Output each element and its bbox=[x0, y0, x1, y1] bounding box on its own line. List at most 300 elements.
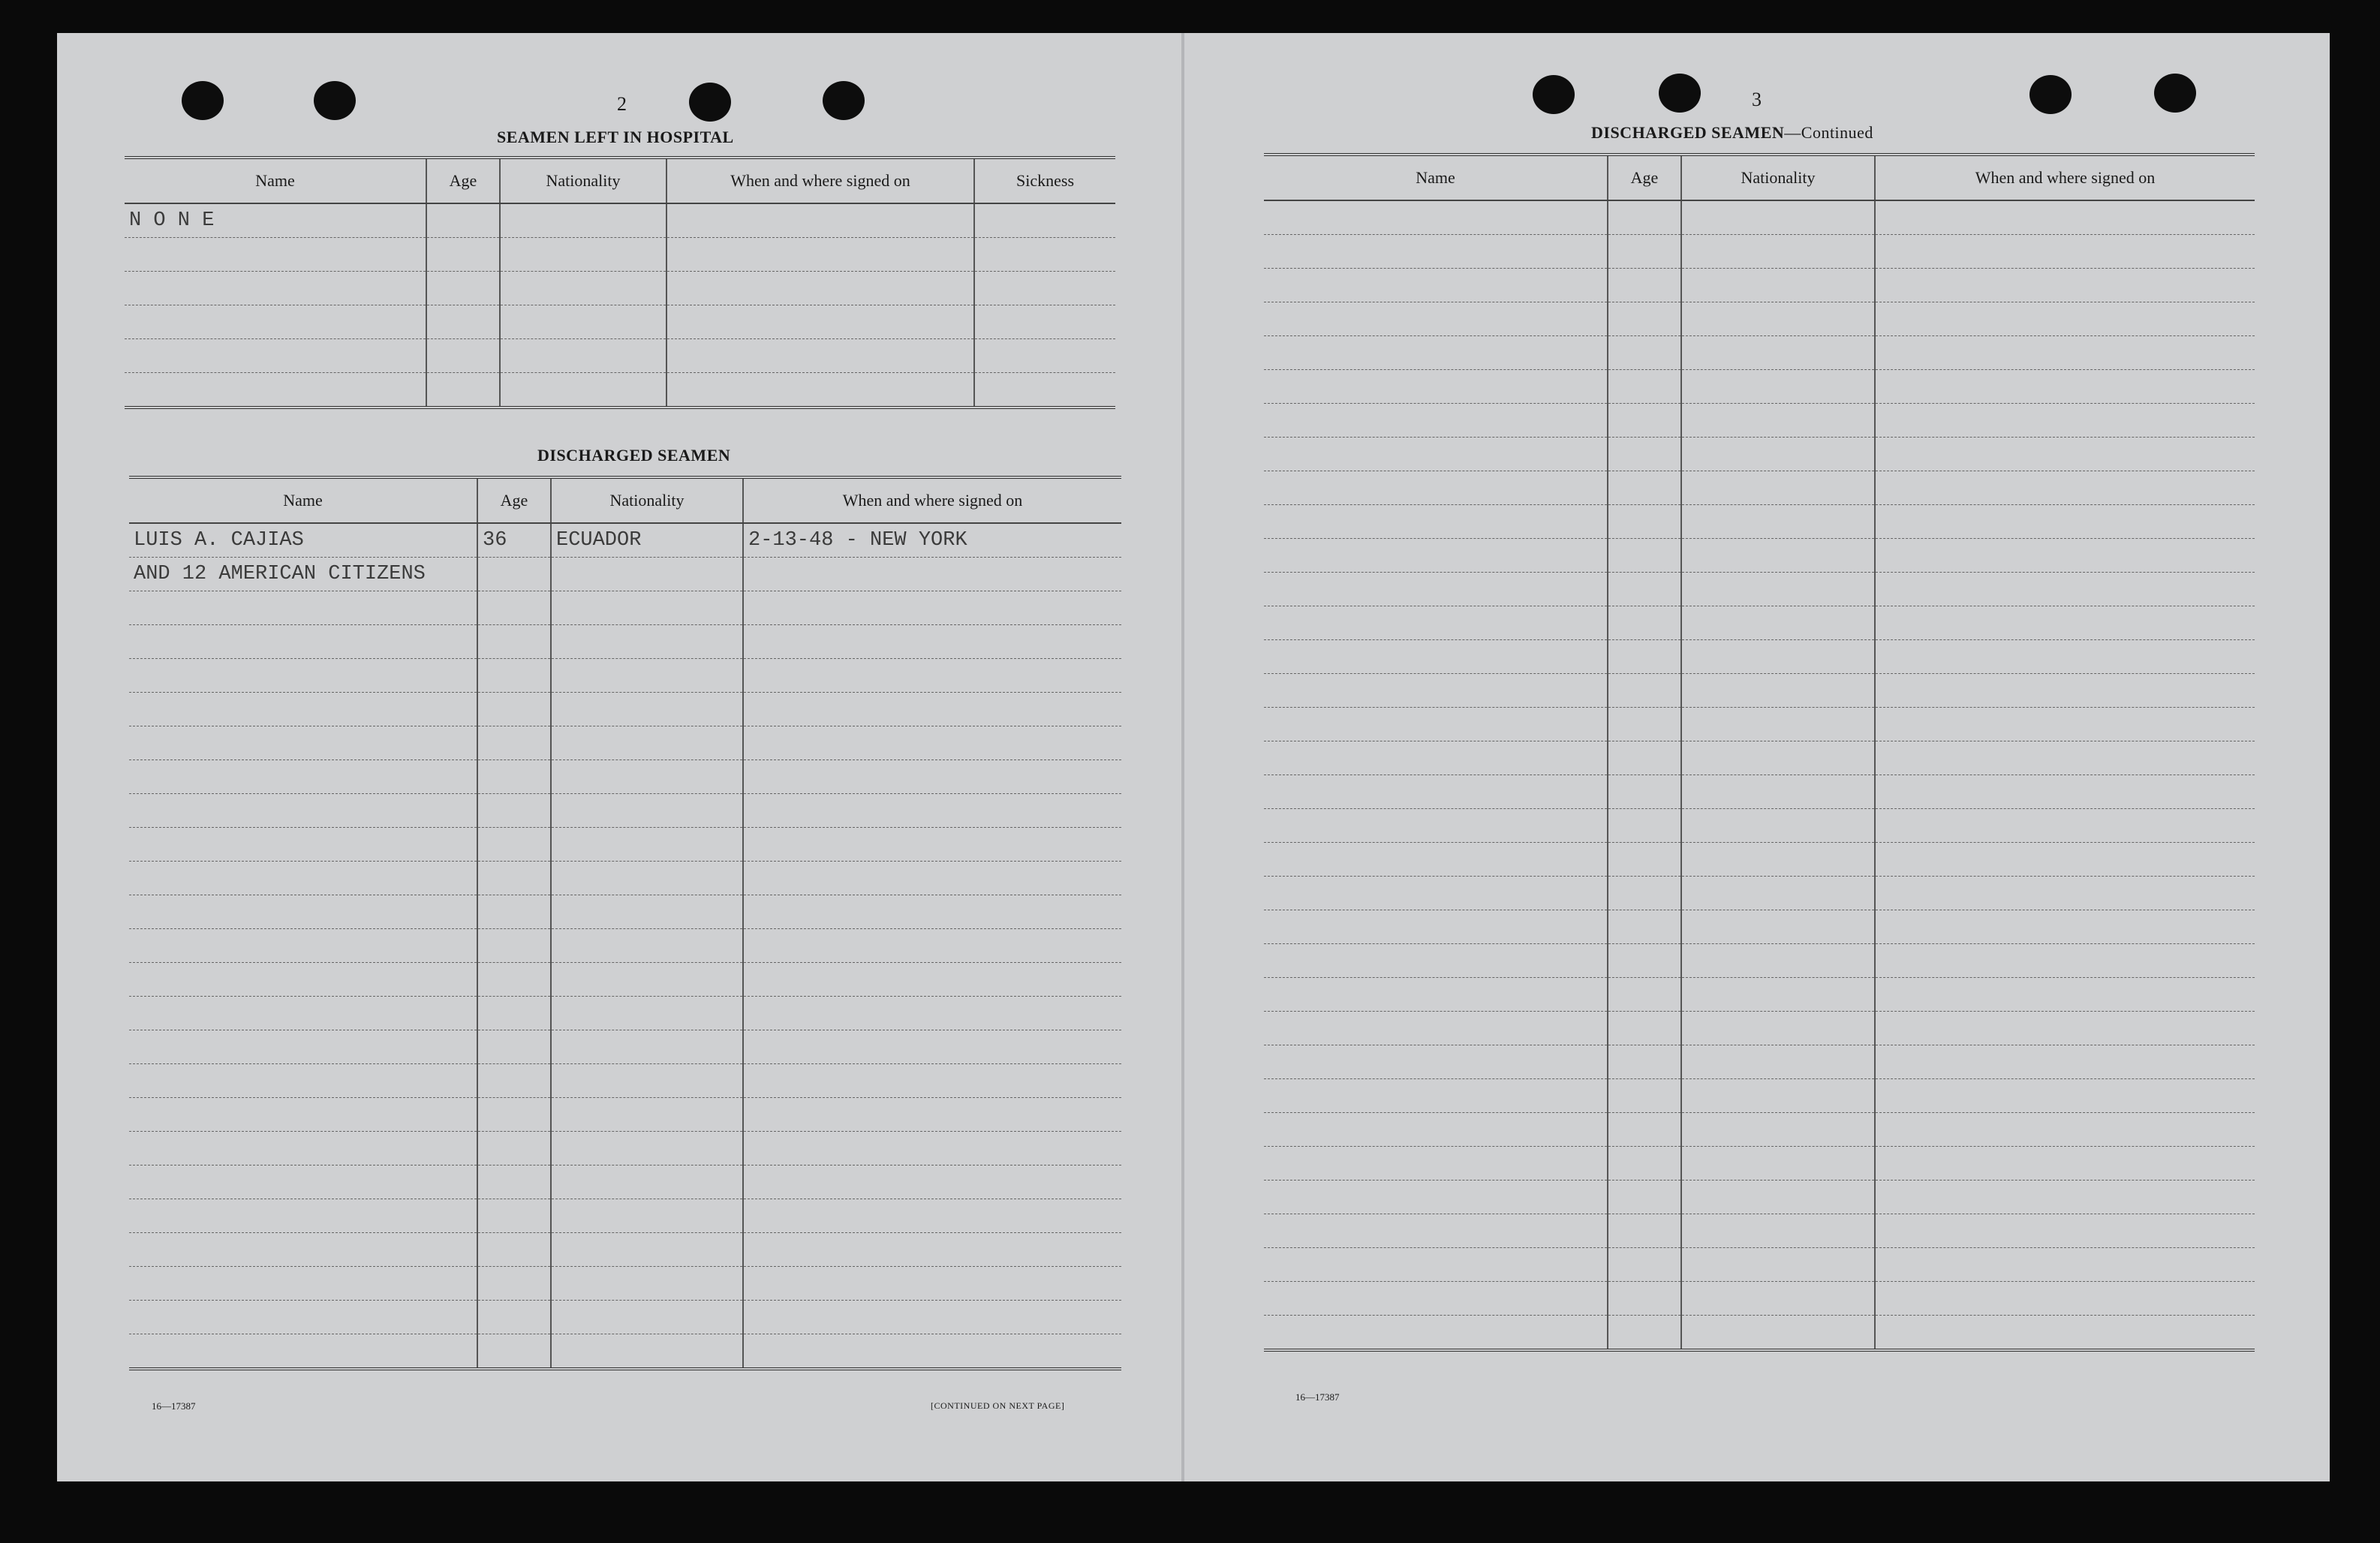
table-cell bbox=[426, 272, 500, 305]
table-cell bbox=[1681, 269, 1875, 302]
table-cell bbox=[1264, 674, 1608, 708]
table-cell bbox=[1875, 640, 2255, 674]
table-cell bbox=[1264, 1214, 1608, 1248]
table-cell bbox=[1875, 877, 2255, 910]
table-row bbox=[129, 862, 1121, 895]
table-cell: 2-13-48 - NEW YORK bbox=[743, 523, 1121, 558]
table-cell: ECUADOR bbox=[551, 523, 743, 558]
table-cell bbox=[125, 339, 426, 373]
table-cell bbox=[1264, 1079, 1608, 1113]
table-cell bbox=[1264, 775, 1608, 809]
table-cell bbox=[477, 625, 551, 659]
table-cell bbox=[551, 862, 743, 895]
table-cell bbox=[551, 1199, 743, 1233]
table-cell bbox=[743, 760, 1121, 794]
col-header-nationality: Nationality bbox=[500, 158, 666, 203]
table-cell bbox=[1264, 1248, 1608, 1282]
table-cell bbox=[974, 238, 1115, 272]
table-cell bbox=[1875, 1147, 2255, 1181]
table-cell bbox=[1681, 438, 1875, 471]
table-cell bbox=[129, 1166, 477, 1199]
page-fold bbox=[1181, 33, 1184, 1481]
table-cell bbox=[1264, 200, 1608, 235]
table-cell bbox=[1608, 370, 1681, 404]
table-cell bbox=[1681, 302, 1875, 336]
table-cell bbox=[1608, 978, 1681, 1012]
page-number: 3 bbox=[1752, 89, 1762, 110]
table-cell bbox=[551, 760, 743, 794]
col-header-age: Age bbox=[1608, 155, 1681, 200]
table-cell bbox=[666, 305, 974, 339]
table-cell bbox=[1875, 1045, 2255, 1079]
table-cell bbox=[1875, 200, 2255, 235]
table-cell bbox=[1681, 235, 1875, 269]
table-cell bbox=[1875, 944, 2255, 978]
table-cell bbox=[1264, 708, 1608, 741]
table-cell bbox=[129, 1098, 477, 1132]
table-cell bbox=[551, 1334, 743, 1370]
table-cell bbox=[1608, 438, 1681, 471]
table-cell bbox=[743, 1030, 1121, 1064]
table-cell bbox=[1264, 843, 1608, 877]
table-row bbox=[129, 895, 1121, 929]
table-cell bbox=[129, 1233, 477, 1267]
table-row bbox=[129, 558, 1121, 591]
table-cell bbox=[743, 1301, 1121, 1334]
table-cell bbox=[500, 238, 666, 272]
table-cell bbox=[1875, 235, 2255, 269]
table-cell bbox=[1875, 1248, 2255, 1282]
table-cell bbox=[1608, 269, 1681, 302]
table-cell bbox=[1875, 370, 2255, 404]
table-cell bbox=[551, 997, 743, 1030]
table-cell bbox=[1681, 505, 1875, 539]
table-cell bbox=[743, 1064, 1121, 1098]
table-cell bbox=[125, 238, 426, 272]
table-cell bbox=[1681, 1214, 1875, 1248]
table-cell bbox=[477, 591, 551, 625]
table-cell bbox=[743, 726, 1121, 760]
table-cell bbox=[1264, 978, 1608, 1012]
table-cell bbox=[426, 339, 500, 373]
table-cell bbox=[1681, 539, 1875, 573]
table-cell bbox=[125, 305, 426, 339]
table-cell bbox=[1608, 1012, 1681, 1045]
table-cell bbox=[1608, 708, 1681, 741]
table-cell bbox=[1608, 809, 1681, 843]
table-row bbox=[1264, 404, 2255, 438]
table-row bbox=[1264, 1012, 2255, 1045]
table-cell bbox=[426, 238, 500, 272]
table-row bbox=[129, 963, 1121, 997]
table-cell bbox=[1264, 370, 1608, 404]
table-cell bbox=[477, 997, 551, 1030]
table-row bbox=[1264, 1316, 2255, 1351]
table-cell bbox=[1875, 1214, 2255, 1248]
table-cell bbox=[1264, 505, 1608, 539]
table-row bbox=[1264, 370, 2255, 404]
table-cell bbox=[1875, 978, 2255, 1012]
table-cell bbox=[1681, 200, 1875, 235]
table-cell bbox=[500, 373, 666, 408]
table-cell bbox=[1681, 708, 1875, 741]
table-cell bbox=[1608, 1181, 1681, 1214]
table-row bbox=[129, 1334, 1121, 1370]
table-cell bbox=[1681, 1079, 1875, 1113]
table-cell bbox=[551, 591, 743, 625]
table-cell bbox=[129, 1064, 477, 1098]
table-row bbox=[129, 1064, 1121, 1098]
table-cell bbox=[1264, 1181, 1608, 1214]
table-cell: AND 12 AMERICAN CITIZENS bbox=[129, 558, 477, 591]
table-cell bbox=[1608, 539, 1681, 573]
col-header-signed-on: When and where signed on bbox=[743, 477, 1121, 523]
table-row bbox=[1264, 1147, 2255, 1181]
table-cell bbox=[1608, 1316, 1681, 1351]
table-cell bbox=[1875, 1113, 2255, 1147]
table-cell bbox=[1681, 843, 1875, 877]
table-row bbox=[125, 339, 1115, 373]
table-cell bbox=[1875, 539, 2255, 573]
table-cell bbox=[1875, 505, 2255, 539]
table-cell bbox=[1264, 1316, 1608, 1351]
table-cell bbox=[551, 1132, 743, 1166]
table-cell bbox=[477, 828, 551, 862]
table-cell bbox=[1264, 910, 1608, 944]
table-row bbox=[1264, 775, 2255, 809]
col-header-signed-on: When and where signed on bbox=[1875, 155, 2255, 200]
table-cell bbox=[477, 1132, 551, 1166]
table-cell bbox=[1875, 1012, 2255, 1045]
table-cell bbox=[1681, 1248, 1875, 1282]
table-cell bbox=[1681, 910, 1875, 944]
table-cell bbox=[1875, 438, 2255, 471]
table-cell bbox=[129, 997, 477, 1030]
table-cell bbox=[1264, 336, 1608, 370]
table-cell bbox=[743, 625, 1121, 659]
table-cell bbox=[743, 794, 1121, 828]
table-cell bbox=[1875, 809, 2255, 843]
table-cell bbox=[1608, 302, 1681, 336]
table-cell bbox=[1608, 944, 1681, 978]
table-cell bbox=[1681, 404, 1875, 438]
table-cell bbox=[551, 726, 743, 760]
table-row bbox=[125, 238, 1115, 272]
table-cell bbox=[1608, 404, 1681, 438]
table-row bbox=[1264, 1113, 2255, 1147]
table-cell bbox=[1608, 640, 1681, 674]
table-cell bbox=[666, 339, 974, 373]
table-cell bbox=[477, 1064, 551, 1098]
table-row bbox=[125, 305, 1115, 339]
table-cell bbox=[129, 828, 477, 862]
table-cell bbox=[1608, 843, 1681, 877]
table-cell bbox=[477, 1098, 551, 1132]
table-row bbox=[129, 659, 1121, 693]
table-row bbox=[1264, 269, 2255, 302]
table-row bbox=[1264, 708, 2255, 741]
form-code: 16—17387 bbox=[1295, 1391, 1340, 1403]
table-cell bbox=[477, 1166, 551, 1199]
table-cell bbox=[477, 1267, 551, 1301]
table-cell bbox=[743, 828, 1121, 862]
punch-hole bbox=[823, 81, 865, 120]
table-cell bbox=[1681, 978, 1875, 1012]
table-row bbox=[129, 760, 1121, 794]
table-row bbox=[129, 1098, 1121, 1132]
discharged-section-title: DISCHARGED SEAMEN bbox=[537, 446, 731, 465]
table-cell bbox=[1681, 1316, 1875, 1351]
table-cell bbox=[974, 339, 1115, 373]
table-cell bbox=[1608, 573, 1681, 606]
table-cell bbox=[974, 203, 1115, 238]
table-cell bbox=[743, 693, 1121, 726]
table-cell bbox=[743, 591, 1121, 625]
table-row bbox=[125, 272, 1115, 305]
table-row bbox=[129, 1301, 1121, 1334]
table-cell bbox=[1681, 573, 1875, 606]
table-row bbox=[1264, 1282, 2255, 1316]
table-cell bbox=[129, 591, 477, 625]
table-row bbox=[125, 373, 1115, 408]
table-cell bbox=[1681, 1147, 1875, 1181]
punch-hole bbox=[1533, 75, 1575, 114]
table-cell bbox=[1264, 809, 1608, 843]
table-row bbox=[1264, 200, 2255, 235]
table-row bbox=[129, 591, 1121, 625]
table-cell bbox=[426, 203, 500, 238]
table-cell: N O N E bbox=[129, 209, 215, 232]
table-cell bbox=[1681, 640, 1875, 674]
table-cell bbox=[1264, 1147, 1608, 1181]
table-cell bbox=[551, 1064, 743, 1098]
table-row bbox=[129, 1233, 1121, 1267]
table-row bbox=[1264, 741, 2255, 775]
table-cell bbox=[1264, 404, 1608, 438]
table-cell bbox=[477, 794, 551, 828]
table-cell bbox=[1681, 775, 1875, 809]
col-header-sickness: Sickness bbox=[974, 158, 1115, 203]
punch-hole bbox=[689, 83, 731, 122]
table-cell bbox=[551, 794, 743, 828]
table-row bbox=[1264, 471, 2255, 505]
table-row bbox=[1264, 843, 2255, 877]
table-cell bbox=[1608, 1147, 1681, 1181]
table-cell bbox=[1608, 1113, 1681, 1147]
hospital-section-title: SEAMEN LEFT IN HOSPITAL bbox=[497, 128, 734, 146]
table-cell bbox=[129, 862, 477, 895]
table-cell bbox=[477, 1334, 551, 1370]
table-cell bbox=[1264, 741, 1608, 775]
table-row bbox=[1264, 539, 2255, 573]
table-cell bbox=[1681, 674, 1875, 708]
table-cell bbox=[974, 373, 1115, 408]
table-cell bbox=[125, 272, 426, 305]
table-cell bbox=[477, 1233, 551, 1267]
col-header-age: Age bbox=[426, 158, 500, 203]
table-cell bbox=[743, 929, 1121, 963]
table-cell bbox=[551, 1030, 743, 1064]
punch-hole bbox=[2029, 75, 2072, 114]
table-cell bbox=[743, 963, 1121, 997]
col-header-signed-on: When and where signed on bbox=[666, 158, 974, 203]
table-cell bbox=[129, 1199, 477, 1233]
table-cell bbox=[743, 1199, 1121, 1233]
table-cell bbox=[551, 963, 743, 997]
table-cell bbox=[1264, 640, 1608, 674]
table-cell bbox=[551, 1267, 743, 1301]
table-cell bbox=[1608, 877, 1681, 910]
table-cell bbox=[1608, 235, 1681, 269]
table-cell bbox=[551, 659, 743, 693]
table-cell bbox=[1681, 944, 1875, 978]
table-cell bbox=[1681, 336, 1875, 370]
table-cell bbox=[1875, 741, 2255, 775]
table-cell bbox=[1608, 1248, 1681, 1282]
discharged-continued-title bbox=[1591, 123, 1873, 143]
table-cell bbox=[477, 895, 551, 929]
table-row bbox=[1264, 1079, 2255, 1113]
discharged-table bbox=[129, 476, 1121, 1370]
table-cell bbox=[1875, 1079, 2255, 1113]
col-header-name: Name bbox=[129, 477, 477, 523]
table-cell bbox=[1608, 674, 1681, 708]
table-row bbox=[129, 1166, 1121, 1199]
col-header-nationality: Nationality bbox=[1681, 155, 1875, 200]
table-cell bbox=[1608, 1079, 1681, 1113]
table-cell bbox=[743, 558, 1121, 591]
table-cell bbox=[125, 373, 426, 408]
table-cell bbox=[551, 558, 743, 591]
table-cell bbox=[551, 929, 743, 963]
page-number: 2 bbox=[617, 93, 627, 115]
table-row bbox=[1264, 809, 2255, 843]
table-cell bbox=[129, 895, 477, 929]
table-cell bbox=[1875, 1181, 2255, 1214]
table-cell bbox=[551, 1098, 743, 1132]
table-cell bbox=[743, 1166, 1121, 1199]
table-cell bbox=[129, 1132, 477, 1166]
punch-hole bbox=[182, 81, 224, 120]
table-row bbox=[1264, 1181, 2255, 1214]
table-cell bbox=[1264, 1113, 1608, 1147]
table-cell bbox=[551, 828, 743, 862]
table-row bbox=[129, 1132, 1121, 1166]
table-row bbox=[129, 625, 1121, 659]
table-row bbox=[1264, 877, 2255, 910]
table-cell bbox=[129, 1301, 477, 1334]
table-cell bbox=[1681, 1012, 1875, 1045]
table-cell bbox=[129, 726, 477, 760]
table-cell bbox=[743, 997, 1121, 1030]
table-cell bbox=[1608, 1214, 1681, 1248]
col-header-age: Age bbox=[477, 477, 551, 523]
table-cell bbox=[1875, 674, 2255, 708]
table-cell bbox=[129, 929, 477, 963]
table-cell bbox=[1681, 1181, 1875, 1214]
table-cell bbox=[743, 1233, 1121, 1267]
table-cell bbox=[551, 1301, 743, 1334]
table-cell bbox=[1875, 843, 2255, 877]
table-row bbox=[129, 1199, 1121, 1233]
title-main: DISCHARGED SEAMEN bbox=[1591, 123, 1785, 142]
table-cell bbox=[743, 1132, 1121, 1166]
table-cell bbox=[1681, 471, 1875, 505]
table-row bbox=[1264, 910, 2255, 944]
table-cell bbox=[1264, 471, 1608, 505]
table-row bbox=[129, 523, 1121, 558]
table-cell bbox=[426, 305, 500, 339]
table-cell: LUIS A. CAJIAS bbox=[134, 529, 304, 552]
table-cell bbox=[477, 726, 551, 760]
table-row bbox=[129, 997, 1121, 1030]
table-cell bbox=[743, 659, 1121, 693]
table-cell bbox=[666, 203, 974, 238]
table-cell bbox=[500, 203, 666, 238]
table-cell bbox=[1608, 1282, 1681, 1316]
table-cell bbox=[1608, 505, 1681, 539]
table-row bbox=[1264, 640, 2255, 674]
table-cell bbox=[1264, 1282, 1608, 1316]
table-cell bbox=[1264, 302, 1608, 336]
table-cell bbox=[743, 1098, 1121, 1132]
table-cell bbox=[1264, 269, 1608, 302]
table-row bbox=[1264, 336, 2255, 370]
table-cell bbox=[500, 305, 666, 339]
table-cell bbox=[129, 963, 477, 997]
table-cell bbox=[1264, 235, 1608, 269]
table-cell bbox=[477, 760, 551, 794]
table-cell bbox=[1608, 336, 1681, 370]
table-cell bbox=[1264, 944, 1608, 978]
table-cell bbox=[1875, 1316, 2255, 1351]
table-cell bbox=[551, 1166, 743, 1199]
table-cell bbox=[551, 895, 743, 929]
table-cell bbox=[1681, 606, 1875, 640]
table-cell bbox=[1608, 471, 1681, 505]
table-cell bbox=[1608, 606, 1681, 640]
table-row bbox=[1264, 302, 2255, 336]
continued-note: [CONTINUED ON NEXT PAGE] bbox=[931, 1400, 1065, 1411]
table-cell bbox=[743, 862, 1121, 895]
table-cell bbox=[1681, 370, 1875, 404]
table-cell bbox=[129, 794, 477, 828]
table-cell bbox=[551, 693, 743, 726]
table-cell bbox=[666, 238, 974, 272]
table-cell bbox=[1264, 573, 1608, 606]
table-row bbox=[129, 1030, 1121, 1064]
table-cell bbox=[974, 305, 1115, 339]
table-cell bbox=[1681, 1045, 1875, 1079]
table-cell bbox=[974, 272, 1115, 305]
table-row bbox=[1264, 1214, 2255, 1248]
table-cell bbox=[551, 1233, 743, 1267]
table-row bbox=[129, 693, 1121, 726]
table-row bbox=[129, 726, 1121, 760]
table-cell bbox=[743, 895, 1121, 929]
punch-hole bbox=[314, 81, 356, 120]
table-cell bbox=[1875, 302, 2255, 336]
col-header-name: Name bbox=[125, 158, 426, 203]
table-cell bbox=[129, 760, 477, 794]
table-cell bbox=[1875, 404, 2255, 438]
table-cell bbox=[129, 625, 477, 659]
table-cell bbox=[129, 1267, 477, 1301]
table-cell bbox=[477, 1301, 551, 1334]
col-header-nationality: Nationality bbox=[551, 477, 743, 523]
table-cell bbox=[477, 693, 551, 726]
table-cell bbox=[1875, 471, 2255, 505]
